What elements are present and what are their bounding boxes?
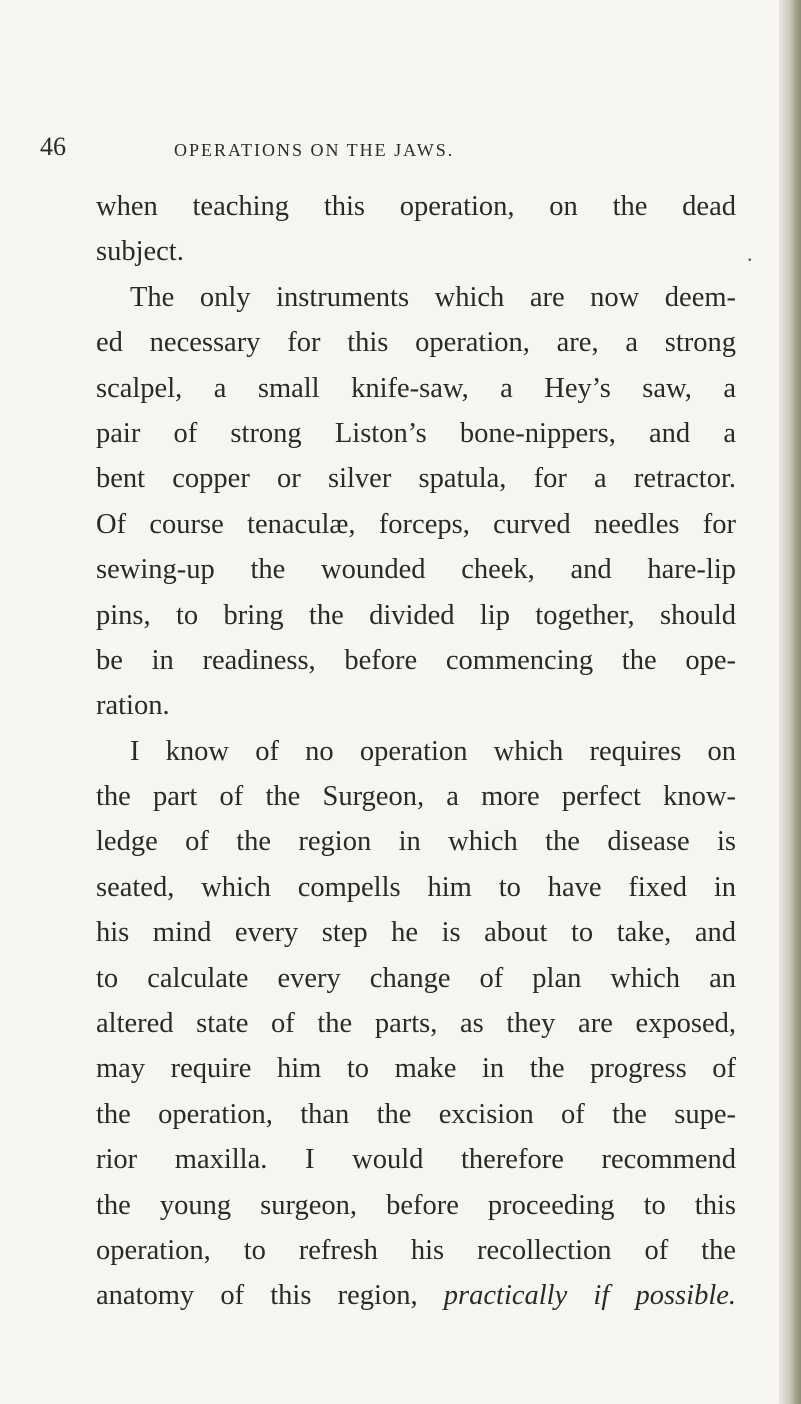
text-line: I know of no operation which requires on	[130, 735, 736, 767]
margin-mark: .	[747, 241, 753, 266]
last-line-italic: practically if possible.	[443, 1280, 737, 1312]
text-line: be in readiness, before commencing the ope-	[96, 644, 736, 676]
text-line: bent copper or silver spatula, for a retractor.	[96, 463, 736, 495]
text-line: sewing-up the wounded cheek, and hare-lip	[96, 554, 736, 586]
text-line: seated, which compells him to have fixed in	[96, 871, 736, 903]
text-line: The only instruments which are now deem-	[130, 281, 736, 313]
page-edge-shadow	[779, 0, 801, 1404]
text-line: operation, to refresh his recollection of the	[96, 1234, 736, 1266]
text-line: the part of the Surgeon, a more perfect know-	[96, 781, 736, 813]
text-line: ed necessary for this operation, are, a strong	[96, 327, 736, 359]
body-text	[96, 184, 736, 1319]
last-line-roman: anatomy of this region,	[96, 1280, 418, 1312]
running-head: OPERATIONS ON THE JAWS.	[174, 140, 455, 160]
text-line: when teaching this operation, on the dead	[96, 191, 736, 222]
text-line: ration.	[96, 690, 170, 722]
text-line: to calculate every change of plan which an	[96, 962, 736, 994]
page-number: 46	[40, 132, 66, 161]
text-line: may require him to make in the progress of	[96, 1053, 736, 1085]
text-line-last	[96, 1273, 736, 1318]
text-line: subject.	[96, 236, 184, 268]
text-line: the young surgeon, before proceeding to this	[96, 1189, 736, 1221]
text-line: his mind every step he is about to take, and	[96, 917, 736, 949]
text-line: pins, to bring the divided lip together, should	[96, 599, 736, 631]
text-line: the operation, than the excision of the supe-	[96, 1098, 736, 1130]
text-line: rior maxilla. I would therefore recommend	[96, 1144, 736, 1176]
text-line: ledge of the region in which the disease is	[96, 826, 736, 858]
text-line: Of course tenaculæ, forceps, curved needles for	[96, 508, 736, 540]
text-line: altered state of the parts, as they are exposed,	[96, 1008, 736, 1040]
text-line: pair of strong Liston’s bone-nippers, and a	[96, 417, 736, 449]
text-line: scalpel, a small knife-saw, a Hey’s saw, a	[96, 372, 736, 404]
